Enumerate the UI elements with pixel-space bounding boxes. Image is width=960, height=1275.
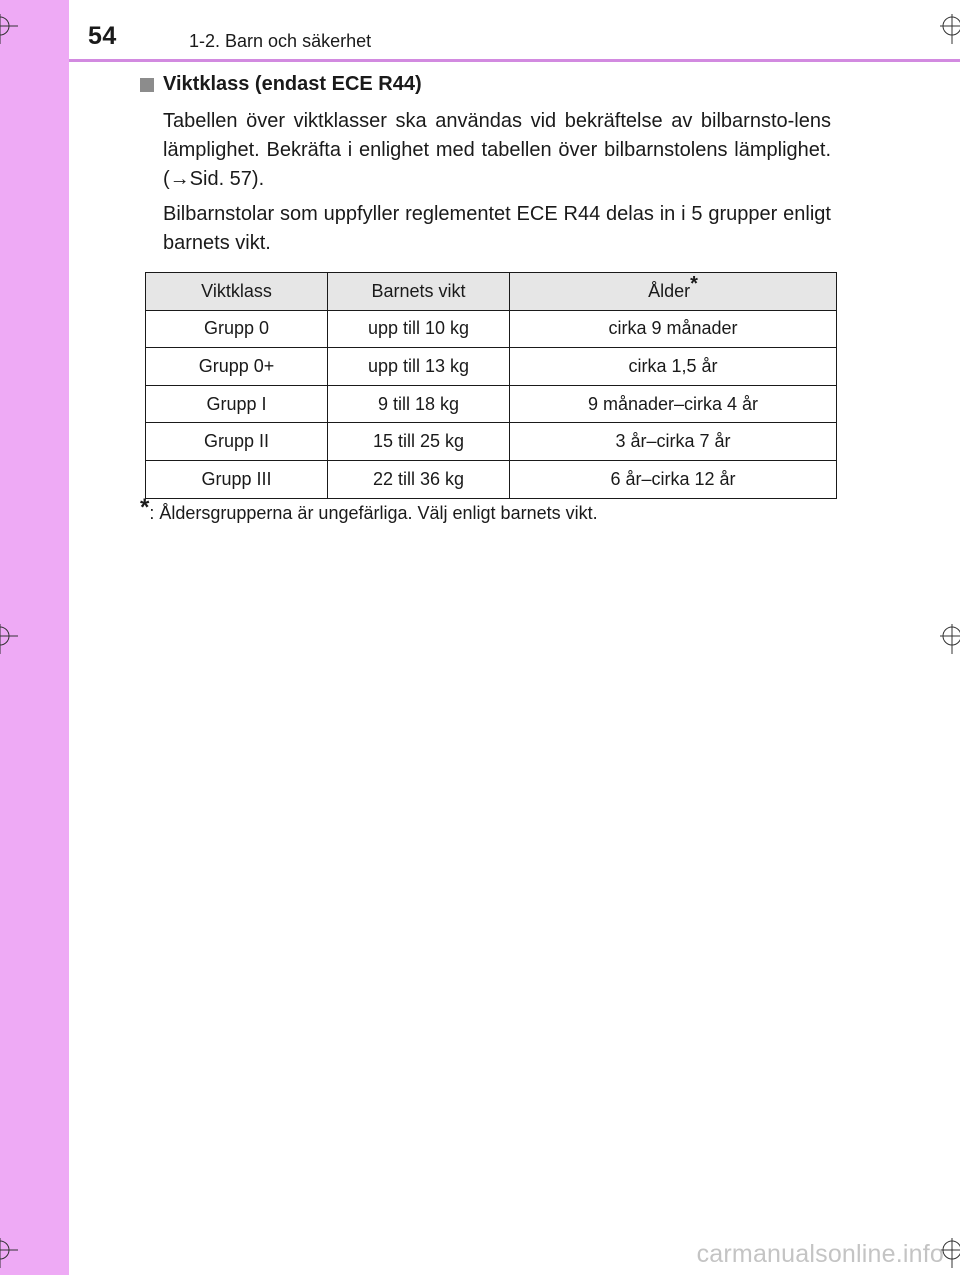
footnote [140,494,598,524]
page-number: 54 [88,22,117,50]
footnote-text: : Åldersgrupperna är ungefärliga. Välj enligt barnets vikt. [149,503,598,523]
cell-age: cirka 1,5 år [510,348,837,386]
table-row [146,423,837,461]
table-row [146,460,837,498]
cell-weight: 15 till 25 kg [328,423,510,461]
section-title: 1-2. Barn och säkerhet [189,31,372,51]
header-viktklass: Viktklass [146,273,328,311]
cell-weight: 22 till 36 kg [328,460,510,498]
cell-weight: upp till 10 kg [328,310,510,348]
heading-text: Viktklass (endast ECE R44) [163,73,422,95]
header-rule [69,59,960,62]
crop-mark-icon [940,14,960,44]
crop-mark-icon [940,624,960,654]
cell-age: 6 år–cirka 12 år [510,460,837,498]
cell-group: Grupp I [146,385,328,423]
cell-age: 9 månader–cirka 4 år [510,385,837,423]
square-bullet-icon [140,78,154,92]
groups-paragraph: Bilbarnstolar som uppfyller reglementet ECE R44 delas in i 5 grupper enligt barnets vikt. [163,203,831,254]
crop-mark-icon [0,14,18,44]
cell-age: 3 år–cirka 7 år [510,423,837,461]
table-header-row [146,273,837,311]
cell-group: Grupp II [146,423,328,461]
table-row [146,385,837,423]
cell-weight: upp till 13 kg [328,348,510,386]
footnote-asterisk: * [140,494,150,521]
header-barnets-vikt: Barnets vikt [328,273,510,311]
weight-class-table [145,272,837,499]
crop-mark-icon [0,1238,18,1268]
table-row [146,310,837,348]
cell-group: Grupp 0 [146,310,328,348]
cell-weight: 9 till 18 kg [328,385,510,423]
asterisk-mark: * [690,272,698,295]
watermark: carmanualsonline.info [696,1240,944,1268]
cell-age: cirka 9 månader [510,310,837,348]
section-heading [140,73,422,96]
header-alder-text: Ålder [648,280,691,301]
crop-mark-icon [0,624,18,654]
table-row [146,348,837,386]
cell-group: Grupp 0+ [146,348,328,386]
header-alder [510,273,837,311]
intro-paragraph: Tabellen över viktklasser ska användas vid bekräftelse av bilbarnsto-lens lämplighet. Bekräfta i enlighet med tabellen över bilbarnstolens lämplighet. (→Sid. 57). [163,110,831,190]
cell-group: Grupp III [146,460,328,498]
